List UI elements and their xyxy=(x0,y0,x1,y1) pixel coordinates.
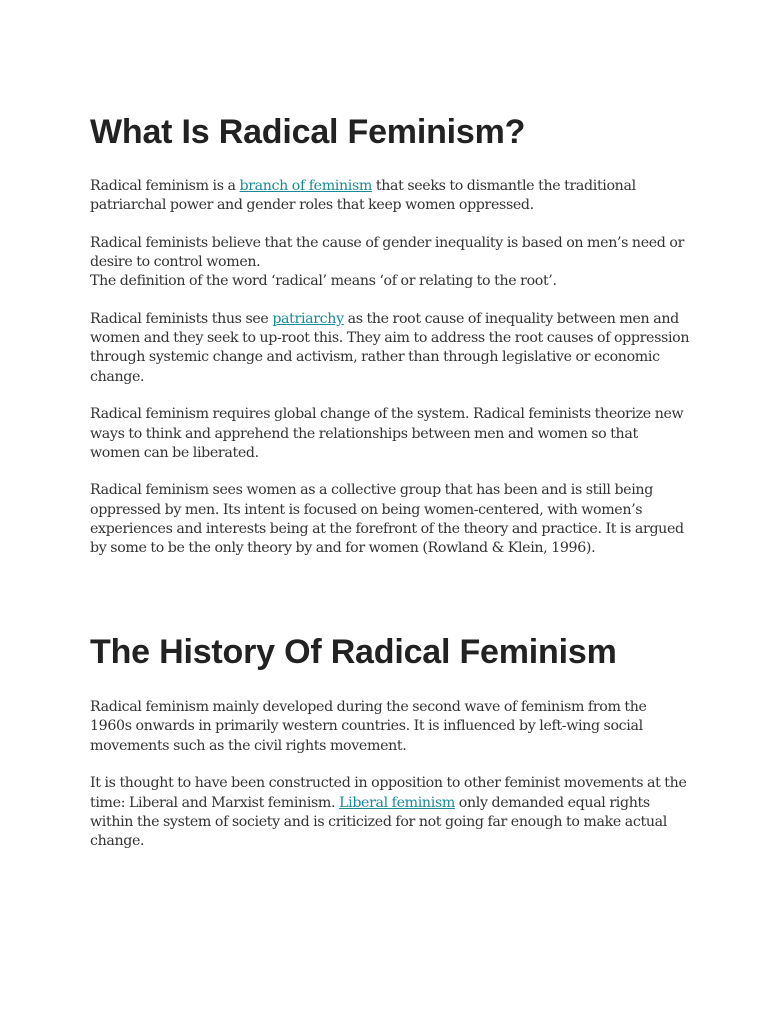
link-patriarchy[interactable]: patriarchy xyxy=(272,311,344,328)
paragraph-cause xyxy=(90,234,690,292)
paragraph-text: that seeks to dismantle the traditional patriarchal power and gender roles that keep women oppressed. xyxy=(90,178,636,214)
paragraph-text: Radical feminism is a xyxy=(90,178,240,194)
section-heading-what-is: What Is Radical Feminism? xyxy=(90,113,526,151)
link-liberal-feminism[interactable]: Liberal feminism xyxy=(339,794,455,811)
paragraph-text: as the root cause of inequality between men and women and they seek to up-root this. They aim to address the root causes of oppression through systemic change and activism, rather than through legislative or economic change. xyxy=(90,311,690,385)
paragraph-definition xyxy=(90,177,690,215)
article xyxy=(90,0,690,851)
paragraph-text: Radical feminists thus see xyxy=(90,311,273,328)
paragraph-collective-group: Radical feminism sees women as a collective group that has been and is still being oppressed by men. Its intent is focused on being women-centered, with women’s experiences and interests being at the forefront of the theory and practice. It is argued by some to be the only theory by and for women (Rowland & Klein, 1996). xyxy=(90,482,684,557)
paragraph-text: Radical feminists believe that the cause of gender inequality is based on men’s need or desire to control women. xyxy=(90,234,685,271)
paragraph-text: only demanded equal rights within the system of society and is criticized for not going far enough to make actual change. xyxy=(90,794,667,849)
paragraph-text: The definition of the word ‘radical’ means ‘of or relating to the root’. xyxy=(90,273,557,290)
paragraph-patriarchy xyxy=(90,310,690,387)
paragraph-second-wave: Radical feminism mainly developed during the second wave of feminism from the 1960s onwards in primarily western countries. It is influenced by left-wing social movements such as the civil rights movement. xyxy=(90,699,647,754)
paragraph-opposition xyxy=(90,774,690,851)
link-branch-of-feminism[interactable]: branch of feminism xyxy=(239,178,373,194)
paragraph-global-change: Radical feminism requires global change of the system. Radical feminists theorize new ways to think and apprehend the relationships between men and women so that women can be liberated. xyxy=(90,406,684,461)
section-heading-history: The History Of Radical Feminism xyxy=(90,633,617,672)
paragraph-text: It is thought to have been constructed in opposition to other feminist movements at the time: Liberal and Marxist feminism. xyxy=(90,775,687,811)
